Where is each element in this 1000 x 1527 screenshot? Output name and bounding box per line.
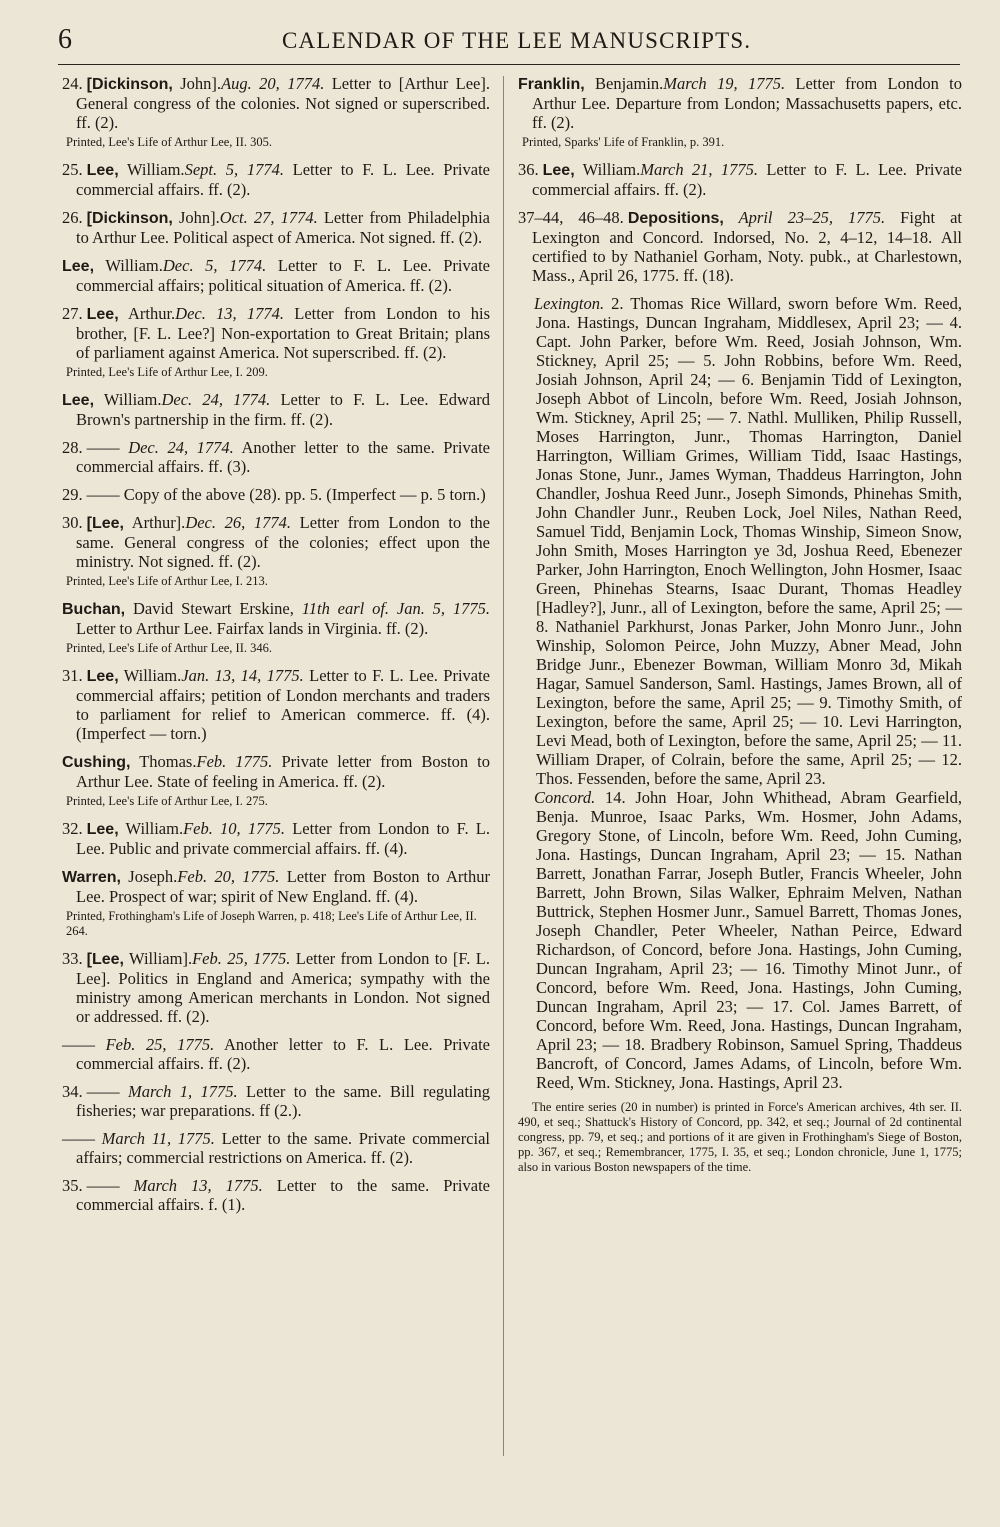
entry-number: 33. — [62, 949, 83, 968]
entry-date: Dec. 24, 1774. — [161, 390, 271, 409]
entry-name: Cushing, — [62, 754, 131, 771]
entry-text: Letter from Boston to Arthur Lee. Prospect of war; spirit of New England. ff. (4). — [76, 867, 490, 906]
entry-name-rest: William. — [118, 819, 184, 838]
entry-note: Printed, Lee's Life of Arthur Lee, I. 209. — [66, 365, 268, 379]
entry-note: Printed, Frothingham's Life of Joseph Warren, p. 418; Lee's Life of Arthur Lee, II. 264. — [66, 909, 477, 938]
entry-text: Letter to the same. Bill regulating fisheries; war preparations. ff (2.). — [76, 1082, 490, 1120]
calendar-entry — [62, 160, 490, 199]
entry-name: Depositions, — [627, 210, 724, 227]
entry-text: Letter to Arthur Lee. Fairfax lands in Virginia. ff. (2). — [76, 619, 429, 638]
entry-name-rest: Arthur]. — [123, 513, 186, 532]
entry-number: 35. — [62, 1176, 83, 1195]
entry-number: 37–44, 46–48. — [518, 208, 624, 227]
entry-text: Letter to F. L. Lee. Private commercial affairs. ff. (2). — [532, 160, 962, 199]
entry-text: Copy of the above (28). pp. 5. (Imperfect — p. 5 torn.) — [119, 485, 486, 504]
entry-date: Feb. 1775. — [196, 752, 273, 771]
entry-text: Another letter to the same. Private commercial affairs. ff. (3). — [76, 438, 490, 476]
entry-number: 26. — [62, 208, 83, 227]
right-column-entries — [518, 74, 962, 285]
entry-name-rest: —— — [62, 1129, 95, 1148]
calendar-entry — [62, 513, 490, 571]
entry-name-rest: Thomas. — [130, 752, 197, 771]
entry-name-rest: William. — [94, 256, 163, 275]
calendar-entry — [518, 160, 962, 199]
entry-name: Franklin, — [518, 76, 585, 93]
entry-number: 32. — [62, 819, 83, 838]
entry-name: Warren, — [62, 869, 121, 886]
entry-date: Oct. 27, 1774. — [219, 208, 318, 227]
entry-name: Lee, — [542, 162, 575, 179]
entry-name-rest: —— — [86, 1176, 120, 1195]
entry-name-rest: William. — [574, 160, 641, 179]
concord-text: 14. John Hoar, John Whithead, Abram Gearfield, Benja. Munroe, Isaac Parks, Wm. Hosmer, John Adams, Gregory Stone, of Lincoln, before Wm. Reed, John Cuming, Jona. Hastings, Duncan Ingraham, April 23; — 15. Nathan Barrett, Jonathan Farrar, Joseph Butler, Francis Wheeler, John Barrett, John Brown, Silas Walker, Ephraim Melven, Nathan Buttrick, Stephen Hosmer Junr., Samuel Barrett, Thomas Jones, Joseph Chandler, Peter Wheeler, Nathan Peirce, Edward Richardson, of Concord, before Jona. Hastings, John Cuming, Duncan Ingraham, April 23; — 16. Timothy Minot Junr., of Concord, before Wm. Reed, Jona. Hastings, John Cuming, Duncan Ingraham, April 23; — 17. Col. James Barrett, of Concord, before Wm. Reed, Jona. Hastings, Duncan Ingraham, April 23; — 18. Bradbery Robinson, Samuel Spring, Thaddeus Bancroft, of Concord, James Adams, of Lincoln, before Wm. Reed, Wm. Stickney, Jona. Hastings, April 23. — [536, 788, 962, 1092]
entry-name: Lee, — [86, 162, 119, 179]
entry-number: 30. — [62, 513, 83, 532]
entry-name: Lee, — [86, 306, 119, 323]
entry-name-rest: William. — [94, 390, 162, 409]
entry-date: March 13, 1775. — [119, 1176, 263, 1195]
entry-date: Aug. 20, 1774. — [221, 74, 325, 93]
calendar-entry — [518, 208, 962, 285]
entry-text: Letter to F. L. Lee. Private commercial affairs. ff. (2). — [76, 160, 490, 199]
entry-text: Letter to F. L. Lee. Private commercial affairs; political situation of America. ff. (2). — [76, 256, 490, 295]
entry-text: Private letter from Boston to Arthur Lee. State of feeling in America. ff. (2). — [76, 752, 490, 791]
calendar-entry — [518, 74, 962, 132]
entry-date: Feb. 25, 1775. — [192, 949, 291, 968]
entry-name: [Dickinson, — [86, 210, 173, 227]
calendar-entry — [62, 304, 490, 362]
entry-name-rest: Joseph. — [120, 867, 178, 886]
entry-text: Letter to F. L. Lee. Edward Brown's partnership in the firm. ff. (2). — [76, 390, 490, 429]
entry-note: Printed, Lee's Life of Arthur Lee, I. 275. — [66, 794, 268, 808]
entry-name: [Lee, — [86, 951, 124, 968]
entry-text: Letter from London to Arthur Lee. Departure from London; Massachusetts papers, etc. ff. (2). — [532, 74, 962, 132]
entry-date: April 23–25, 1775. — [723, 208, 886, 227]
calendar-entry — [62, 208, 490, 247]
entry-date: March 21, 1775. — [640, 160, 759, 179]
entry-name: Lee, — [62, 258, 95, 275]
entry-date: Jan. 13, 14, 1775. — [181, 666, 304, 685]
entry-number: 25. — [62, 160, 83, 179]
entry-name: Lee, — [62, 392, 95, 409]
entry-name-rest: John]. — [172, 74, 222, 93]
entry-note: Printed, Lee's Life of Arthur Lee, II. 305. — [66, 135, 273, 149]
entry-date: Dec. 26, 1774. — [185, 513, 292, 532]
header-rule — [58, 64, 960, 65]
entry-name: Lee, — [86, 821, 119, 838]
entry-name-rest: John]. — [172, 208, 220, 227]
concord-label: Concord. — [534, 788, 596, 807]
calendar-entry — [62, 599, 490, 638]
entry-text: Letter from London to F. L. Lee. Public and private commercial affairs. ff. (4). — [76, 819, 491, 858]
footnote: The entire series (20 in number) is printed in Force's American archives, 4th ser. II. 490, et seq.; Shattuck's History of Concord, pp. 342, et seq.; Journal of 2d continental congress, pp. 79, et seq.; and portions of it are given in Frothingham's Siege of Boston, pp. 367, et seq.; Remembrancer, 1775, I. 35, et seq.; London chronicle, June 1, 1775; also in various Boston newspapers of the time. — [518, 1100, 962, 1174]
entry-number: 27. — [62, 304, 83, 323]
entry-text: Letter from London to the same. General congress of the colonies; effect upon the ministry. Not signed. ff. (2). — [76, 513, 490, 571]
entry-name-rest: —— — [62, 1035, 95, 1054]
left-column — [62, 74, 490, 1223]
entry-date: Dec. 5, 1774. — [162, 256, 267, 275]
calendar-entry — [62, 949, 490, 1026]
lexington-text: 2. Thomas Rice Willard, sworn before Wm. Reed, Jona. Hastings, Duncan Ingraham, Middlesex, April 23; — 4. Capt. John Parker, before Wm. Reed, Josiah Johnson, Wm. Stickney, April 25; — 5. John Robbins, before Wm. Reed, Josiah Johnson, April 24; — 6. Benjamin Tidd of Lexington, Joseph Abbot of Lincoln, before Wm. Reed, Josiah Johnson, Wm. Stickney, April 25; — 7. Nathl. Mulliken, Philip Russell, Moses Harrington, Junr., Thomas Harrington, Daniel Harrington, William Grimes, William Tidd, Isaac Hastings, Jonas Stone, Junr., James Wyman, Thaddeus Harrington, John Chandler, Joshua Reed Junr., Joseph Simonds, Phinehas Smith, John Chandler Junr., Reuben Lock, Joel Niles, Nathan Reed, Samuel Tidd, Benjamin Lock, Thomas Winship, Simeon Snow, John Smith, Moses Harrington ye 3d, Joshua Reed, Ebenezer Parker, John Harrington, Enoch Wellington, John Hosmer, Isaac Green, Phinehas Stearns, Isaac Durant, Thomas Headley [Hadley?], Junr., all of Lexington, before the same, April 25; — 8. Nathaniel Parkhurst, Jonas Parker, John Monro Junr., John Winship, Solomon Peirce, John Muzzy, Abner Mead, John Bridge Junr., Ebenezer Bowman, William Monro 3d, Mikah Hagar, Samuel Sanderson, Saml. Hastings, James Brown, all of Lexington, before the same, April 25; — 9. Timothy Smith, of Lexington, before the same, April 25; — 10. Levi Harrington, Levi Mead, both of Lexington, before the same, April 25; — 11. William Draper, of Colrain, before the same, April 25; — 12. Thos. Fessenden, before the same, April 23. — [536, 294, 962, 788]
calendar-entry — [62, 819, 490, 858]
calendar-entry — [62, 1035, 490, 1073]
entry-number: 24. — [62, 74, 83, 93]
calendar-entry — [62, 485, 490, 504]
entry-number: 31. — [62, 666, 83, 685]
entry-text: Letter from London to [F. L. Lee]. Politics in England and America; sympathy with the ministry among American merchants in London. Not signed or addressed. ff. (2). — [76, 949, 490, 1026]
entry-date: Sept. 5, 1774. — [184, 160, 284, 179]
entry-date: March 19, 1775. — [663, 74, 786, 93]
entry-date: 11th earl of. Jan. 5, 1775. — [293, 599, 490, 618]
right-column — [518, 74, 962, 1188]
entry-text: Letter from London to his brother, [F. L. Lee?] Non-exportation to Great Britain; plans of parliament against America. Not superscribed. ff. (2). — [76, 304, 490, 362]
entry-name-rest: William]. — [123, 949, 193, 968]
entry-name: Lee, — [86, 668, 119, 685]
lexington-depositions — [518, 294, 962, 788]
entry-name: [Lee, — [86, 515, 124, 532]
calendar-entry — [62, 74, 490, 132]
entry-date: Feb. 25, 1775. — [95, 1035, 215, 1054]
concord-depositions — [518, 788, 962, 1092]
entry-name-rest: William. — [118, 666, 182, 685]
entry-date: Feb. 20, 1775. — [177, 867, 280, 886]
entry-name-rest: William. — [118, 160, 185, 179]
calendar-entry — [62, 1082, 490, 1120]
calendar-entry — [62, 256, 490, 295]
entry-text: Letter to [Arthur Lee]. General congress of the colonies. Not signed or superscribed. ff. (2). — [76, 74, 490, 132]
entry-note: Printed, Lee's Life of Arthur Lee, I. 213. — [66, 574, 268, 588]
running-title: CALENDAR OF THE LEE MANUSCRIPTS. — [282, 28, 752, 53]
column-divider — [503, 76, 504, 1456]
entry-number: 34. — [62, 1082, 83, 1101]
entry-number: 29. — [62, 485, 83, 504]
calendar-entry — [62, 1129, 490, 1167]
entry-text: Letter to the same. Private commercial affairs. f. (1). — [76, 1176, 490, 1214]
entry-number: 28. — [62, 438, 83, 457]
page-header — [0, 24, 1000, 64]
entry-name-rest: —— — [86, 438, 120, 457]
entry-name-rest: —— — [86, 485, 120, 504]
entry-text: Letter to the same. Private commercial affairs; commercial restrictions on America. ff. (2). — [76, 1129, 490, 1167]
entry-name-rest: —— — [86, 1082, 120, 1101]
entry-name: Buchan, — [62, 601, 126, 618]
lexington-label: Lexington. — [534, 294, 605, 313]
entry-note: Printed, Sparks' Life of Franklin, p. 391. — [522, 135, 725, 149]
calendar-entry — [62, 752, 490, 791]
entry-text: Another letter to F. L. Lee. Private commercial affairs. ff. (2). — [76, 1035, 490, 1073]
entry-name-rest: Benjamin. — [584, 74, 664, 93]
entry-date: Dec. 24, 1774. — [119, 438, 234, 457]
entry-name-rest: Arthur. — [118, 304, 176, 323]
entry-text: Letter to F. L. Lee. Private commercial affairs; petition of London merchants and traders to parliament for relief to American commerce. ff. (4). (Imperfect — torn.) — [76, 666, 491, 743]
entry-text: Letter from Philadelphia to Arthur Lee. Political aspect of America. Not signed. ff. (2). — [76, 208, 490, 247]
entry-text: Fight at Lexington and Concord. Indorsed, No. 2, 4–12, 14–18. All certified to by Nathaniel Gorham, Noty. pubk., at Charlestown, Mass., April 26, 1775. ff. (18). — [532, 208, 962, 285]
calendar-entry — [62, 666, 490, 743]
entry-number: 36. — [518, 160, 539, 179]
entry-date: Feb. 10, 1775. — [183, 819, 286, 838]
page-number: 6 — [58, 24, 72, 55]
calendar-entry — [62, 438, 490, 476]
calendar-entry — [62, 867, 490, 906]
entry-date: Dec. 13, 1774. — [175, 304, 285, 323]
entry-name: [Dickinson, — [86, 76, 173, 93]
entry-note: Printed, Lee's Life of Arthur Lee, II. 346. — [66, 641, 273, 655]
entry-name-rest: David Stewart Erskine, — [125, 599, 294, 618]
calendar-entry — [62, 1176, 490, 1214]
entry-date: March 1, 1775. — [119, 1082, 238, 1101]
calendar-entry — [62, 390, 490, 429]
entry-date: March 11, 1775. — [95, 1129, 215, 1148]
